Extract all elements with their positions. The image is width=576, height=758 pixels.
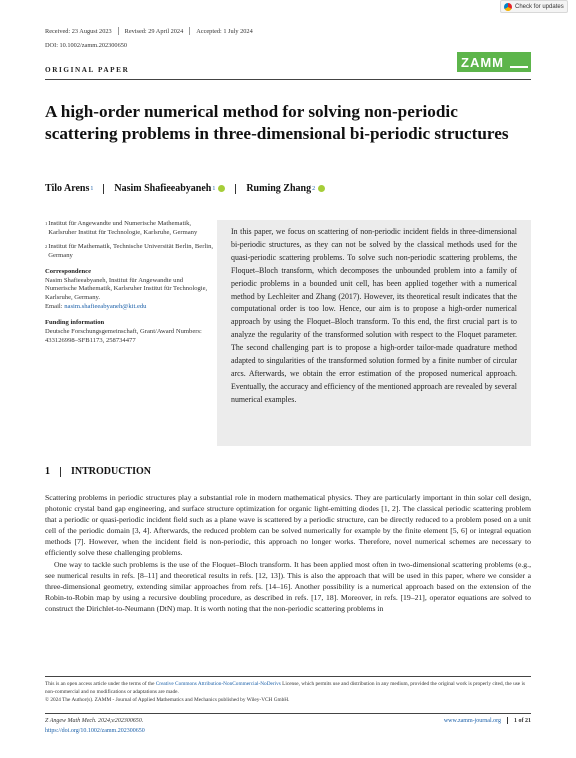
funding-text: Deutsche Forschungsgemeinschaft, Grant/Award Numbers: 433126998–SFB1173, 258734477: [45, 328, 202, 344]
license-line: [45, 680, 531, 696]
body-text: [45, 492, 531, 614]
affiliation: [45, 243, 215, 261]
abstract-box: In this paper, we focus on scattering of non-periodic incident fields in three-dimensional bi-periodic structures, as they can not be solved by the classical methods used for the quasi-periodic scattering problems. To solve such non-periodic scattering problems, the Floquet–Bloch transform, which decomposes the unbounded problem into a family of periodic problems in a bounded unit cell, has been applied together with a numerical method by Lechleiter and Zhang (2017). However, its theoretical result indicates that the computational order is too low. Hence, our aim is to propose a high-order numerical approach by using the Floquet–Bloch transform. To this end, the first crucial part is to analyze the regularity of the transformed solution with respect to the Floquet parameter. The second challenging part is to propose a high-order tailor-made quadrature method adapted to singularities of the transformed solution formed by a finite number of circular arcs. Afterwards, we obtain the error estimation of the proposed numerical approach. Eventually, the accuracy and efficiency of the mentioned approach are revealed by several numerical examples.: [217, 220, 531, 446]
journal-citation: Z Angew Math Mech. 2024;e202300650.: [45, 718, 144, 724]
article-info-column: [45, 220, 215, 346]
author-name: Nasim Shafieeabyaneh: [114, 183, 212, 194]
check-for-updates-badge[interactable]: [500, 0, 568, 13]
author-separator: [235, 184, 236, 194]
affiliation-text: Institut für Angewandte und Numerische Mathematik, Karlsruher Institut für Technologie, Karlsruhe, Germany: [48, 220, 198, 236]
footnote-divider: [45, 676, 531, 677]
body-paragraph: Scattering problems in periodic structures play a substantial role in modern mathematical physics. They are particularly important in thin solar cell design, photonic crystal band gap engineering, and surface structure optimization for organic light-emitting diodes [1, 2]. The classical periodic scattering problem that a periodic or quasi-periodic incident field such as a plane wave is scattered by a periodic structure, can be directly reduced to a problem posed on a unit cell of the periodic domain [3, 4]. Afterwards, the reduced problem can be solved numerically for example by the finite element [5, 6] or integral equation methods [7]. However, when the incident field is non-periodic, this approach no longer works. Therefore, novel numerical schemes are necessary to efficiently solve these challenging problems.: [45, 493, 531, 558]
section-heading: [45, 466, 151, 477]
header-divider: [45, 79, 531, 80]
author[interactable]: [246, 183, 325, 194]
page-footer-divider: [45, 713, 531, 714]
article-type-label: ORIGINAL PAPER: [45, 66, 130, 74]
journal-website-link[interactable]: www.zamm-journal.org: [443, 717, 501, 724]
date-separator: [118, 27, 119, 35]
check-updates-label: Check for updates: [515, 3, 564, 10]
orcid-icon[interactable]: [318, 185, 325, 192]
page-info: [444, 717, 531, 724]
received-date: Received: 23 August 2023: [45, 27, 112, 35]
date-separator: [189, 27, 190, 35]
email-label: Email:: [45, 303, 65, 311]
footer-separator: [507, 717, 508, 724]
copyright-line: © 2024 The Author(s). ZAMM - Journal of Applied Mathematics and Mechanics published by Wiley-VCH GmbH.: [45, 697, 290, 704]
affiliation-marker: 1: [90, 185, 94, 192]
correspondence-text: Nasim Shafieeabyaneh, Institut für Angewandte und Numerische Mathematik, Karlsruher Institut für Technologie, Karlsruhe, Germany.: [45, 276, 208, 302]
paper-title: A high-order numerical method for solving non-periodic scattering problems in three-dimensional bi-periodic structures: [45, 102, 509, 143]
check-updates-icon: [504, 3, 512, 11]
affiliation-marker: 1: [212, 185, 216, 192]
affiliation-number: 1: [45, 221, 48, 226]
correspondence-heading: Correspondence: [45, 267, 92, 275]
email-link[interactable]: nasim.shafieeabyaneh@kit.edu: [64, 303, 147, 311]
affiliation-text: Institut für Mathematik, Technische Universität Berlin, Berlin, Germany: [48, 242, 214, 259]
author-separator: [103, 184, 104, 194]
accepted-date: Accepted: 1 July 2024: [196, 27, 253, 35]
author-name: Tilo Arens: [45, 183, 90, 194]
article-doi: DOI: 10.1002/zamm.202300650: [45, 42, 128, 49]
journal-logo: ZAMM: [457, 52, 531, 72]
section-number: 1: [45, 466, 50, 477]
license-footnote: [45, 680, 531, 705]
license-link[interactable]: Creative Commons Attribution-NonCommercial-NoDerivs: [155, 681, 281, 687]
funding-heading: Funding information: [45, 319, 105, 327]
license-text: This is an open access article under the terms of the: [45, 681, 156, 687]
body-paragraph: One way to tackle such problems is the use of the Floquet–Bloch transform. It has been applied most often in two-dimensional scattering problems (e.g., see numerical results in refs. [8–11] and theoretical results in refs. [12, 13]). This is also the approach that will be used in this paper, where we consider a three-dimensional geometry, extending similar approaches from refs. [14–16]. Another possibility is a numerical approach based on the extension of the Robin-to-Robin map by using a recursive doubling procedure, as described in refs. [17, 18]. Moreover, in refs. [19–21], operator equations are solved to construct the Dirichlet-to-Neumann (DtN) map. It is worth noting that the non-periodic scattering problems in: [45, 559, 531, 613]
author-name: Ruming Zhang: [246, 183, 312, 194]
license-text: License, which permits use and distribution in any medium, provided the original work is properly cited, the use is non-commercial and no modifications or adaptations are made.: [45, 681, 526, 696]
doi-link[interactable]: https://doi.org/10.1002/zamm.202300650: [45, 727, 145, 734]
revised-date: Revised: 29 April 2024: [124, 27, 184, 35]
citation-block: [45, 717, 145, 736]
affiliation-number: 2: [45, 243, 48, 249]
orcid-icon[interactable]: [218, 185, 225, 192]
page-number: 1 of 21: [514, 717, 531, 724]
affiliation-marker: 2: [312, 185, 316, 192]
section-separator: [60, 467, 61, 477]
author[interactable]: [45, 183, 93, 194]
article-dates: [45, 27, 253, 35]
correspondence-email-line: [45, 303, 215, 312]
affiliation: [45, 220, 215, 238]
author[interactable]: [114, 183, 225, 194]
section-title: INTRODUCTION: [71, 466, 152, 477]
author-list: [45, 183, 325, 194]
